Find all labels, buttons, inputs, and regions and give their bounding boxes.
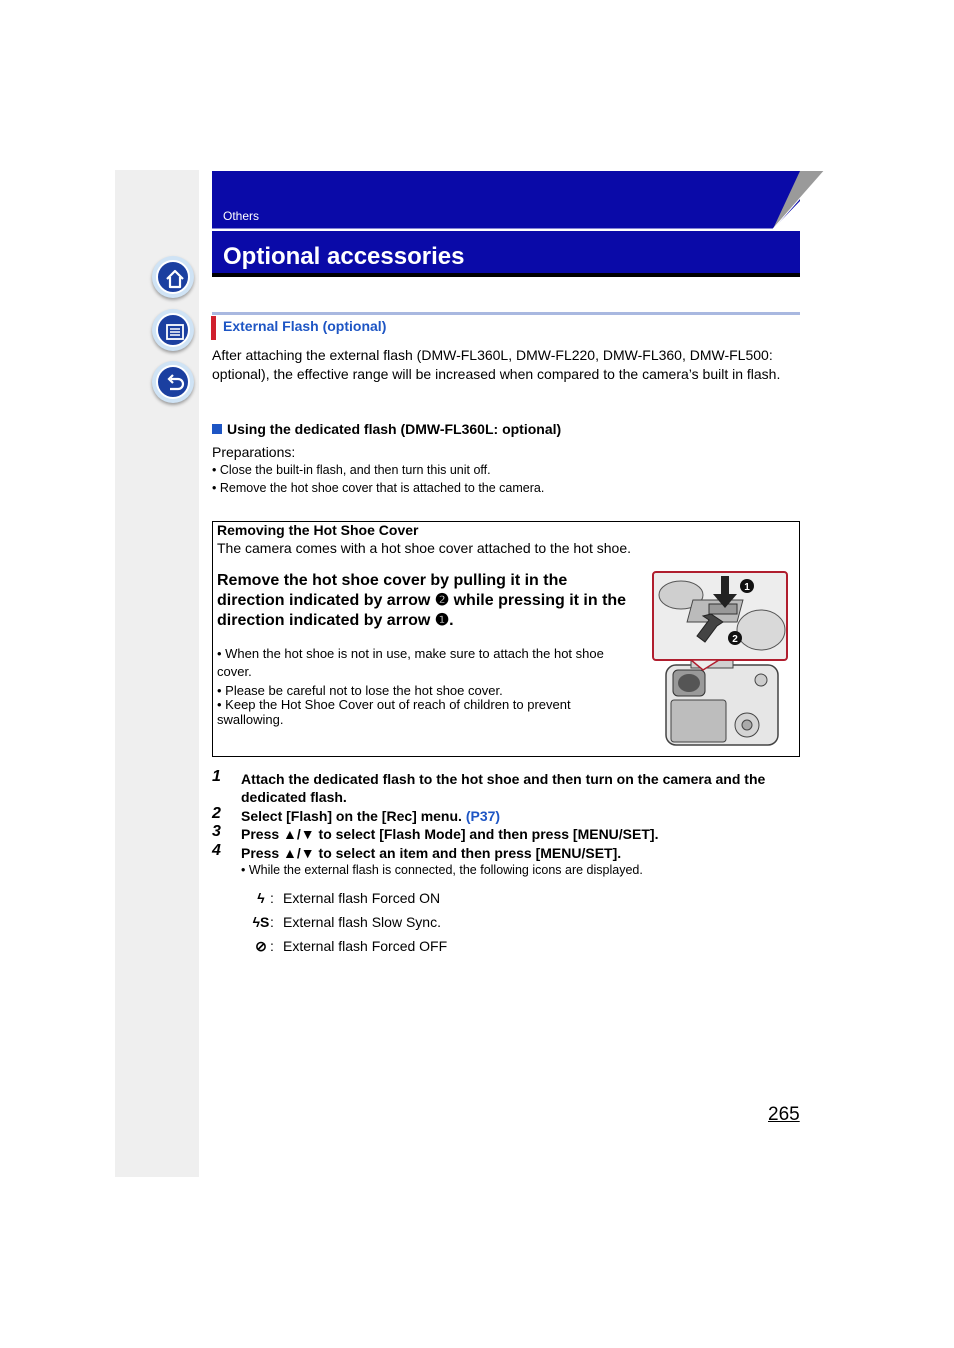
flash-mode-colon: : xyxy=(270,914,274,930)
flash-mode-colon: : xyxy=(270,938,274,954)
subsection-rule xyxy=(212,312,800,315)
home-icon xyxy=(156,260,190,294)
preparation-item: • Close the built-in flash, and then turn this unit off. xyxy=(212,463,491,477)
back-button[interactable] xyxy=(152,361,194,403)
flash-mode-row xyxy=(252,938,447,958)
menu-list-icon xyxy=(156,313,190,347)
box-note-continued: swallowing. xyxy=(217,712,284,727)
page-title: Optional accessories xyxy=(223,243,465,270)
using-heading xyxy=(212,421,561,437)
using-heading-text: Using the dedicated flash (DMW-FL360L: optional) xyxy=(227,421,562,437)
back-arrow-icon xyxy=(156,365,190,399)
header-banner xyxy=(212,171,800,277)
step-number: 1 xyxy=(212,768,221,785)
step-text-main: Select [Flash] on the [Rec] menu. xyxy=(241,808,462,824)
flash-mode-row xyxy=(252,890,440,910)
subsection-heading: External Flash (optional) xyxy=(211,316,386,340)
step-number: 3 xyxy=(212,823,221,840)
flash-mode-label: External flash Slow Sync. xyxy=(283,914,441,930)
hot-shoe-cover-box xyxy=(212,521,800,757)
camera-illustration xyxy=(651,570,791,750)
menu-list-button[interactable] xyxy=(152,309,194,351)
flash-forced-off-icon: ⊘ xyxy=(255,938,267,954)
square-bullet-icon xyxy=(212,424,222,434)
box-title: Removing the Hot Shoe Cover xyxy=(217,522,419,538)
svg-text:2: 2 xyxy=(732,634,738,645)
preparation-item: • Remove the hot shoe cover that is attached to the camera. xyxy=(212,481,545,495)
step-number: 4 xyxy=(212,842,221,859)
box-note: • Please be careful not to lose the hot shoe cover. xyxy=(217,683,503,698)
box-note-continued: cover. xyxy=(217,664,252,679)
svg-text:1: 1 xyxy=(744,582,750,593)
box-instruction: Remove the hot shoe cover by pulling it in the direction indicated by arrow ❷ while pressing it in the direction indicated by arrow ❶. xyxy=(217,572,627,629)
flash-slow-sync-icon: ϟS xyxy=(252,914,270,930)
step-text: Press ▲/▼ to select [Flash Mode] and then press [MENU/SET]. xyxy=(241,826,659,842)
section-label: Others xyxy=(223,209,260,223)
page-number: 265 xyxy=(768,1104,800,1125)
flash-mode-row xyxy=(252,914,441,934)
intro-paragraph: After attaching the external flash (DMW-FL360L, DMW-FL220, DMW-FL360, DMW-FL500: optional), the effective range will be increased when compared to the camera’s built in flash. xyxy=(212,347,781,382)
box-note: • When the hot shoe is not in use, make sure to attach the hot shoe xyxy=(217,646,604,661)
flash-mode-label: External flash Forced ON xyxy=(283,890,441,906)
camera-body-drawing xyxy=(666,654,778,745)
preparations-label: Preparations: xyxy=(212,444,296,460)
step4-note: • While the external flash is connected, the following icons are displayed. xyxy=(241,863,643,877)
box-note: • Keep the Hot Shoe Cover out of reach of children to prevent xyxy=(217,697,571,712)
step-text: Press ▲/▼ to select an item and then press [MENU/SET]. xyxy=(241,845,622,861)
flash-mode-colon: : xyxy=(270,890,274,906)
step-text xyxy=(241,807,801,825)
step-text: Attach the dedicated flash to the hot shoe and then turn on the camera and the dedicated flash. xyxy=(241,771,766,805)
box-description: The camera comes with a hot shoe cover attached to the hot shoe. xyxy=(217,540,632,556)
flash-forced-on-icon: ϟ xyxy=(257,890,265,906)
home-button[interactable] xyxy=(152,256,194,298)
page-reference-link[interactable]: (P37) xyxy=(465,808,501,824)
step-number: 2 xyxy=(212,805,221,822)
flash-mode-label: External flash Forced OFF xyxy=(283,938,448,954)
